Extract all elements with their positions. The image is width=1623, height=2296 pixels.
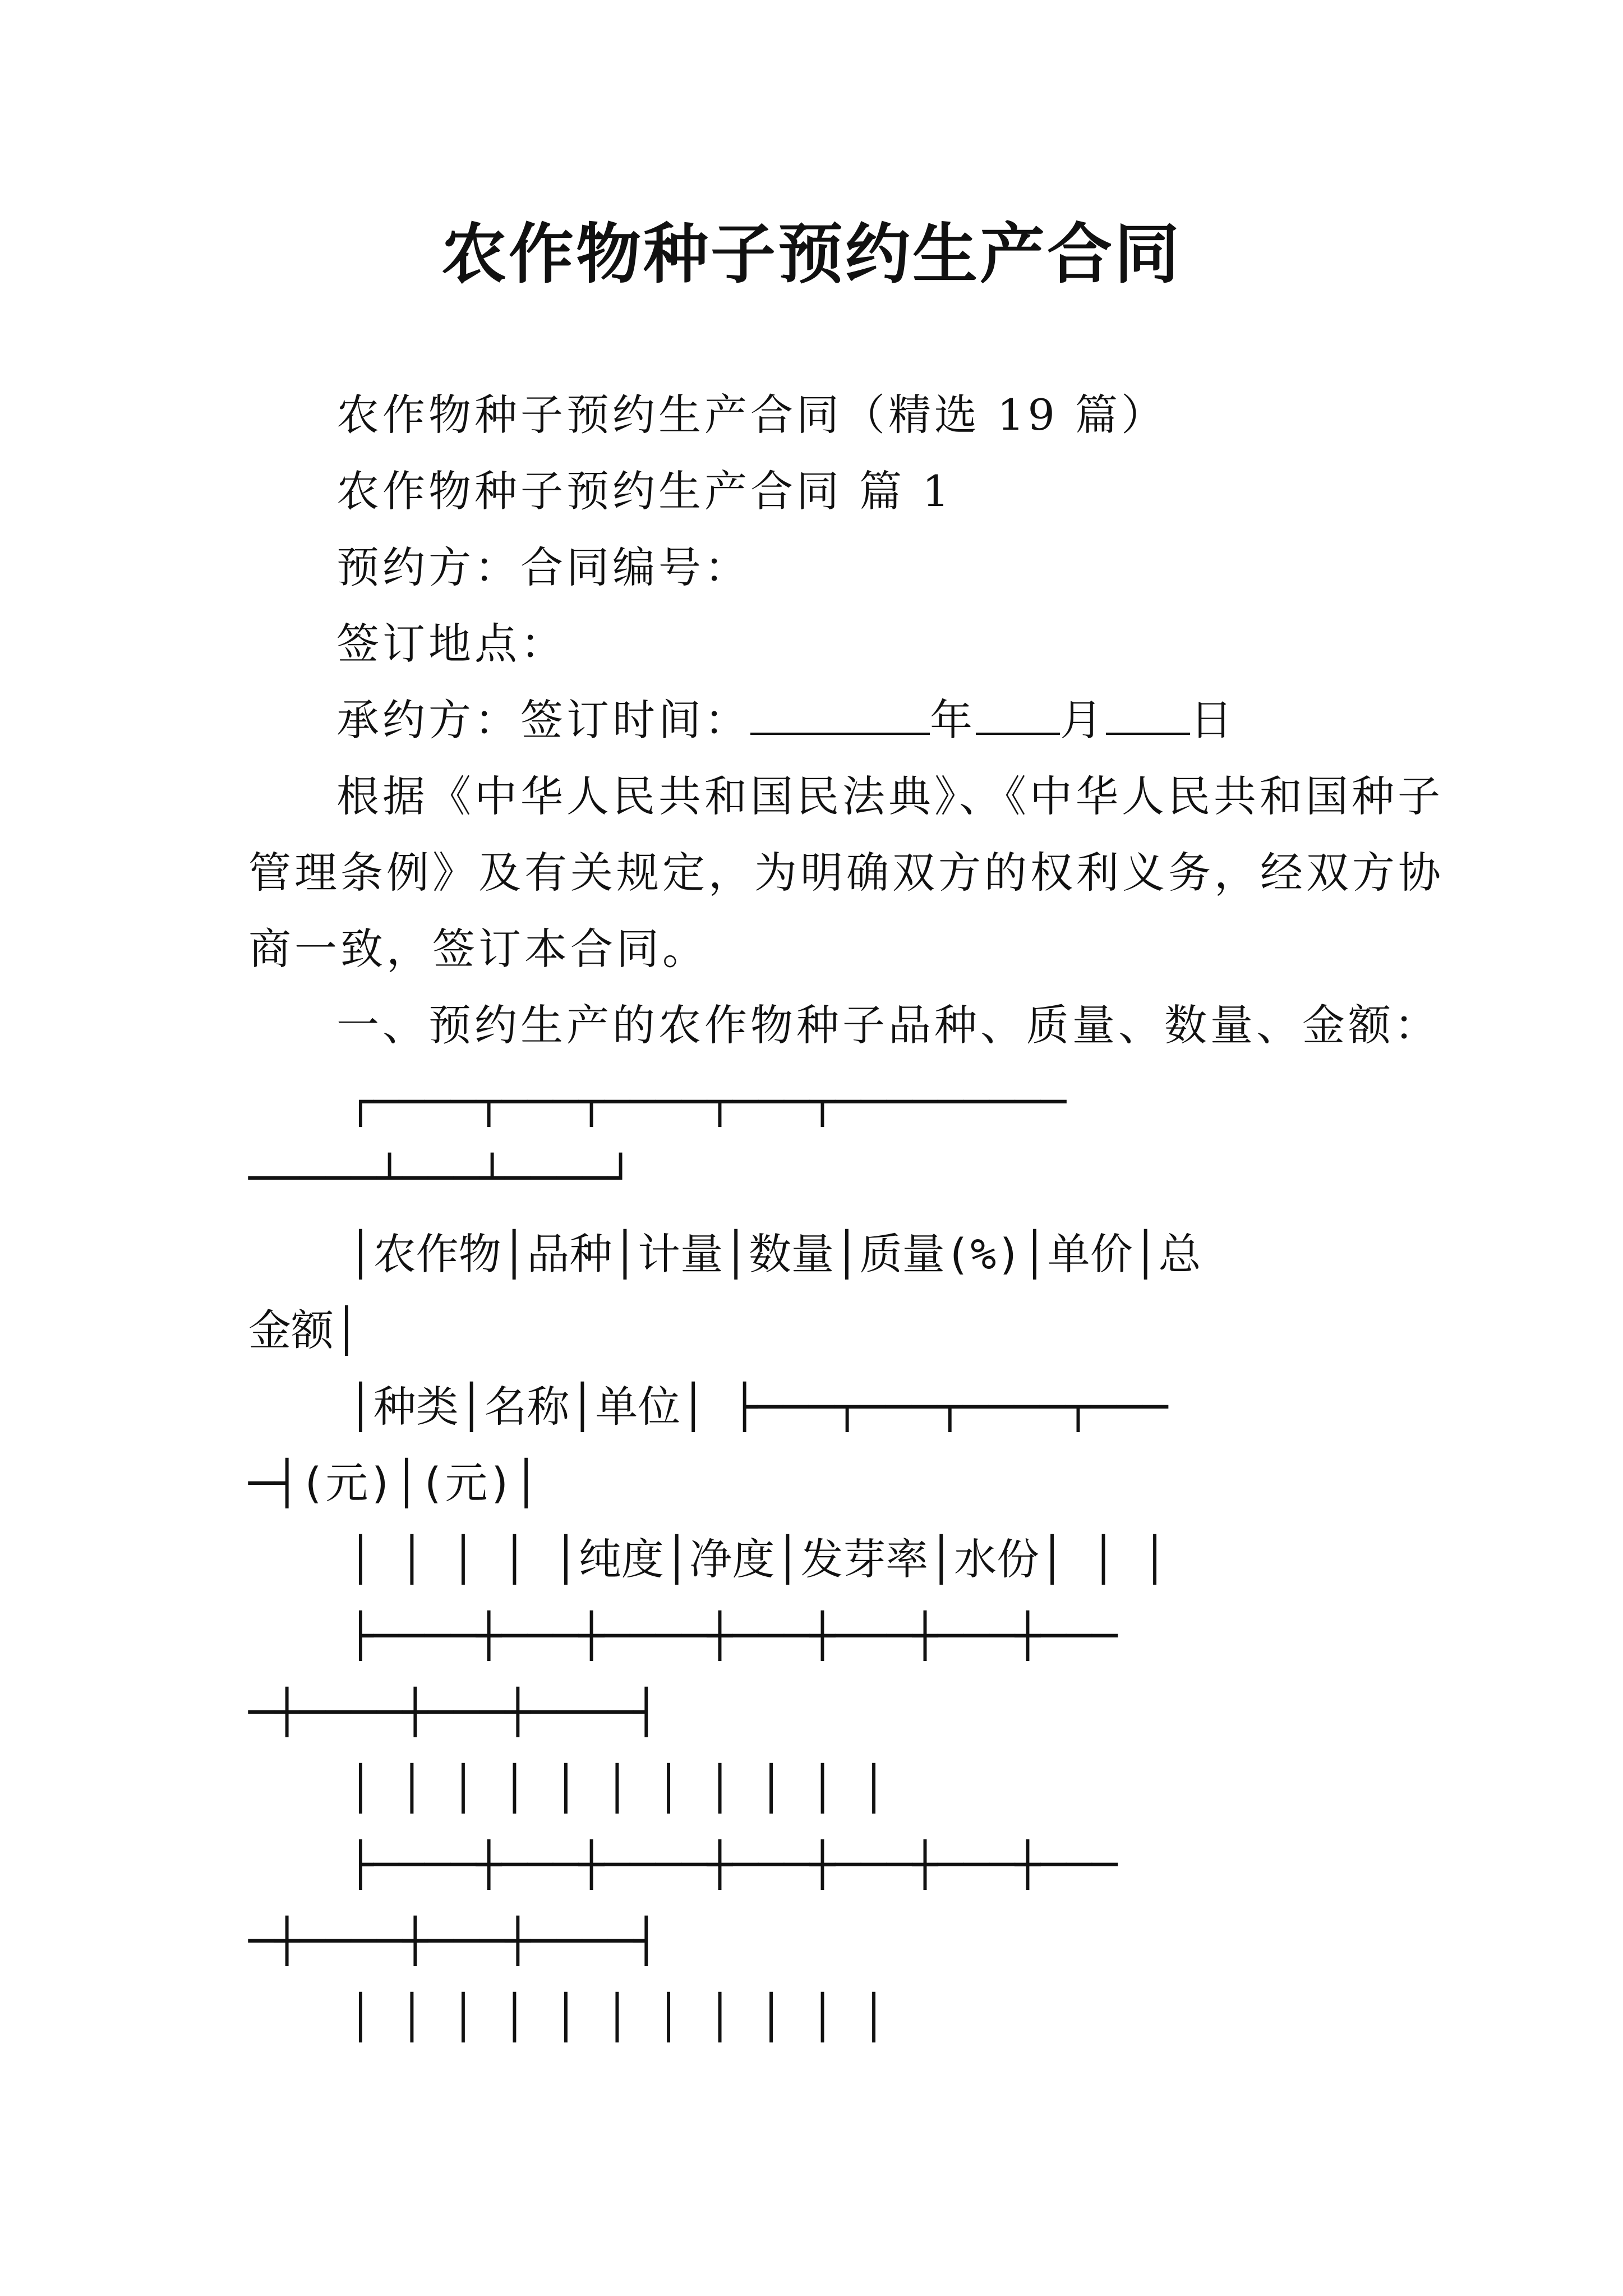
clause-1: 一、预约生产的农作物种子品种、质量、数量、金额：: [336, 1000, 1440, 1050]
party-a-line: 预约方：合同编号：: [336, 542, 750, 592]
document-title: 农作物种子预约生产合同: [441, 216, 1182, 292]
intro-line-3: 商一致，签订本合同。: [248, 924, 708, 974]
day-label: 日: [1190, 695, 1236, 745]
table-separator-b-1: ├────┼───┼────┼───┼───┼───┼───: [348, 1839, 1118, 1889]
table-empty-row-a: │ │ │ │ │ │ │ │ │ │ │: [348, 1763, 887, 1813]
intro-line-2: 管理条例》及有关规定，为明确双方的权利义务，经双方协: [248, 848, 1444, 898]
year-label: 年: [930, 695, 976, 745]
party-b-line: [336, 695, 1391, 745]
intro-line-1: 根据《中华人民共和国民法典》、《中华人民共和国种子: [336, 771, 1444, 821]
sign-place-line: 签订地点：: [336, 619, 566, 669]
year-blank: [750, 698, 930, 735]
document-subtitle: 农作物种子预约生产合同（精选 19 篇）: [336, 390, 1168, 440]
table-header-row1-2: 金额│: [248, 1305, 359, 1355]
section-heading: 农作物种子预约生产合同 篇 1: [336, 466, 953, 516]
table-separator-a-2: ─┼────┼───┼────┤: [248, 1687, 660, 1737]
party-b-label: 承约方：签订时间：: [336, 695, 750, 745]
table-header-row2-1: │种类│名称│单位│ ├───┬───┬────┬───: [348, 1382, 1168, 1432]
table-separator-b-2: ─┼────┼───┼────┤: [248, 1916, 660, 1966]
month-label: 月: [1060, 695, 1106, 745]
table-separator-a-1: ├────┼───┼────┼───┼───┼───┼───: [348, 1611, 1118, 1660]
day-blank: [1106, 698, 1190, 735]
table-header-row3: │ │ │ │ │纯度│净度│发芽率│水份│ │ │: [348, 1534, 1168, 1584]
month-blank: [976, 698, 1060, 735]
table-top-border-1: ┌────┬───┬────┬───┬─────────: [348, 1076, 1067, 1126]
table-empty-row-b: │ │ │ │ │ │ │ │ │ │ │: [348, 1992, 887, 2042]
table-header-row1-1: │农作物│品种│计量│数量│质量(%)│单价│总: [348, 1229, 1201, 1279]
table-header-row2-2: ─┤(元)│(元)│: [248, 1458, 540, 1508]
table-top-border-2: ─────┴───┴────┘: [248, 1153, 634, 1203]
